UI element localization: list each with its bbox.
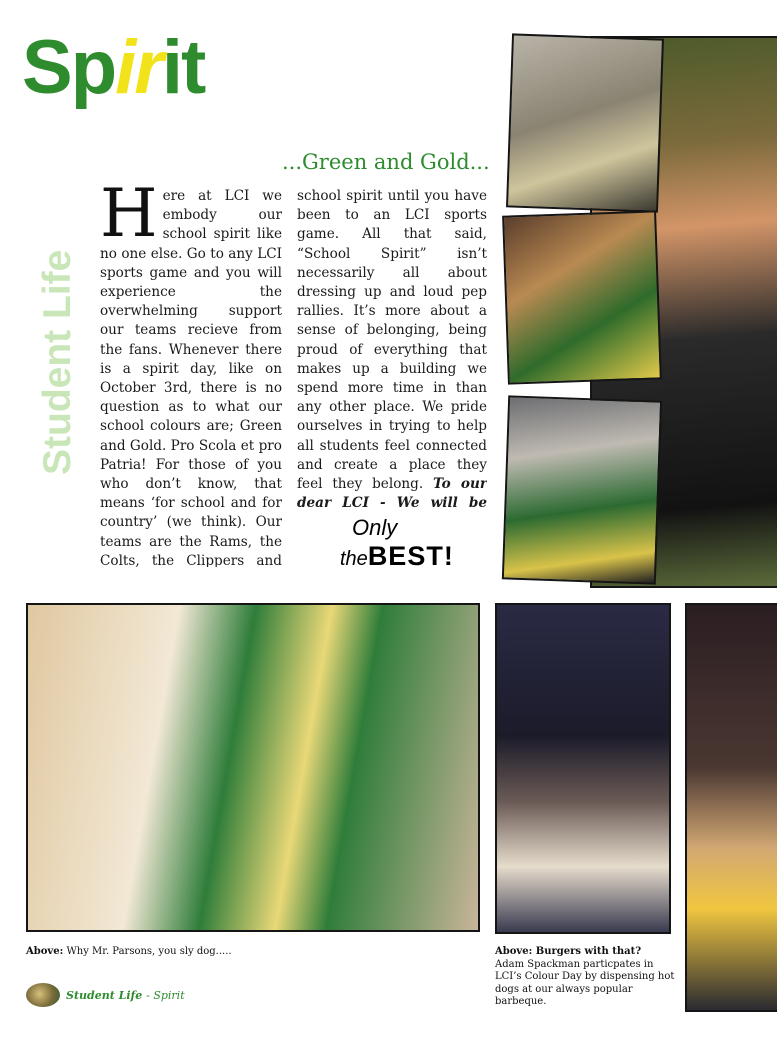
page-title: [22, 25, 205, 110]
footer-text: [66, 989, 185, 1002]
title-part-2: ir: [115, 25, 162, 110]
handwritten-tagline: [340, 515, 460, 572]
title-part-1: Sp: [22, 25, 116, 110]
photo-students-jerseys: [502, 210, 662, 384]
caption-label: Above:: [26, 946, 64, 957]
tagline-best: BEST!: [367, 541, 454, 571]
section-label-vertical: Student Life: [36, 249, 79, 475]
caption-heading: Above: Burgers with that?: [495, 946, 642, 957]
caption-group-photo: [26, 946, 446, 959]
drop-cap: H: [100, 187, 158, 252]
footer-section: Student Life: [66, 988, 143, 1002]
photo-crowd-stands: [685, 603, 777, 1012]
article-column-1: [100, 187, 282, 567]
photo-group-jerseys: [26, 603, 480, 932]
article-col1-text: ere at LCI we embody our school spirit like no one else. Go to any LCI sports game and you will experience the overwhelming support our teams recieve from the fans. Whenever there is a spirit day, like on October 3rd, there is no question as to what our school colours are; Green and Gold. Pro Scola et pro Patria! For those of you who don’t know, that means ‘for school and for country’ (we think). Our teams are the Rams, the Colts, the Clippers and: [100, 188, 282, 567]
closing-quote: To our dear LCI - We will be: [297, 476, 487, 507]
page-footer: [26, 982, 185, 1008]
photo-barbeque: [495, 603, 671, 934]
article-column-2: [297, 187, 487, 507]
photo-classroom-students: [506, 33, 664, 212]
ram-mascot-icon: [26, 983, 60, 1007]
tagline-only: Only: [352, 515, 398, 540]
caption-text: Why Mr. Parsons, you sly dog.....: [66, 946, 232, 957]
article-subtitle: ...Green and Gold...: [282, 150, 490, 174]
footer-sub: - Spirit: [146, 988, 185, 1002]
tagline-the: the: [340, 548, 368, 570]
photo-two-girls-stands: [502, 395, 662, 584]
title-part-3: it: [161, 25, 205, 110]
article-col2-text: school spirit until you have been to an LCI sports game. All that said, “School Spirit” isn’t necessarily all about dressing up and loud pep rallies. It’s more about a sense of belonging, being proud of everything that makes up a building we spend more time in than any other place. We pride ourselves in trying to help all students feel connected and create a place they feel they belong.: [297, 188, 487, 493]
caption-barbeque-photo: [495, 946, 675, 1009]
caption-body: Adam Spackman particpates in LCI’s Colour Day by dispensing hot dogs at our always popular barbeque.: [495, 958, 675, 1007]
